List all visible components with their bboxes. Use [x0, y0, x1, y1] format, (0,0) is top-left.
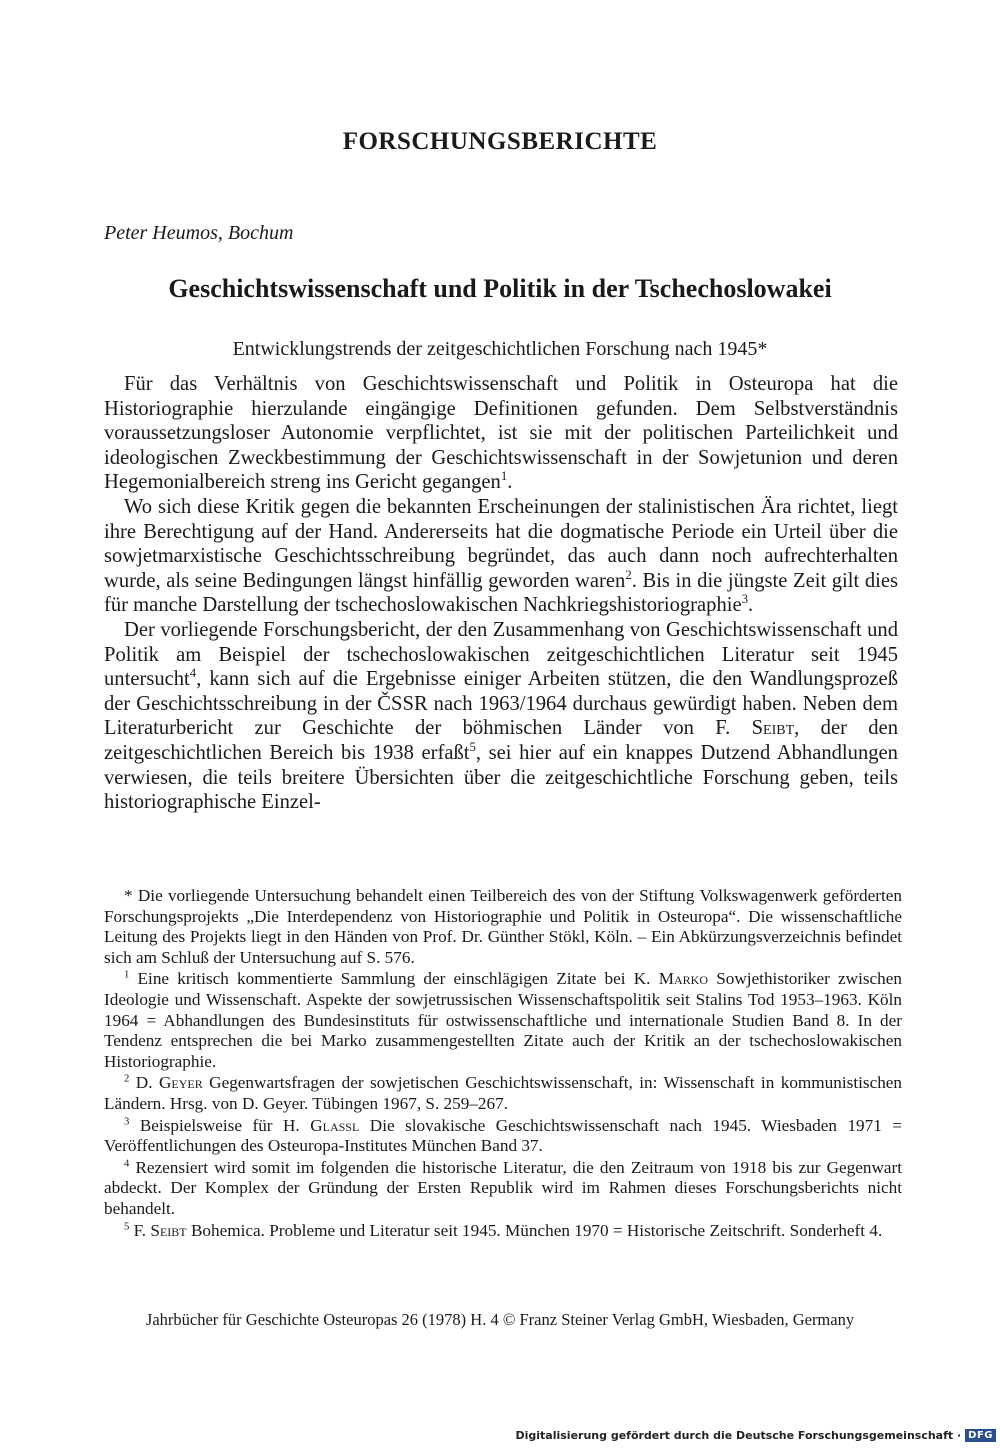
footnote-mark: 1 [124, 969, 130, 981]
footnote-text: Beispielsweise für H. [139, 1115, 311, 1135]
footnote-ref-4: 4 [189, 666, 197, 681]
paragraph-1-end: . [507, 471, 513, 494]
footnote-ref-3: 3 [741, 592, 749, 607]
dfg-notice-text: Digitalisierung gefördert durch die Deutsche Forschungsgemeinschaft · [515, 1429, 962, 1442]
footnotes [104, 886, 902, 1242]
footnote-text: D. [135, 1073, 159, 1093]
footnote-4 [104, 1158, 902, 1220]
footnote-1 [104, 969, 902, 1072]
journal-footer: Jahrbücher für Geschichte Osteuropas 26 (1978) H. 4 © Franz Steiner Verlag GmbH, Wiesbaden, Germany [145, 1310, 855, 1329]
footnote-mark: 4 [124, 1157, 130, 1169]
footnote-text: Gegenwartsfragen der sowjetischen Geschichtswissenschaft, in: Wissenschaft in kommunistischen Ländern. Hrsg. von D. Geyer. Tübingen 1967, S. 259–267. [104, 1073, 903, 1113]
footnote-ref-2: 2 [625, 567, 632, 582]
paragraph-1-text: Für das Verhältnis von Geschichtswissenschaft und Politik in Osteuropa hat die Historiographie hierzulande eingängige Definitionen gefunden. Dem Selbstverständnis voraussetzungsloser Autonomie verpflichtet, ist sie mit der politischen Parteilichkeit und ideologischen Zweckbestimmung der Geschichtswissenschaft in der Sowjetunion und deren Hegemonialbereich streng ins Gericht gegangen [104, 373, 898, 494]
paragraph-3 [104, 618, 898, 815]
section-title: FORSCHUNGSBERICHTE [342, 128, 658, 155]
footnote-author: Seibt [150, 1220, 187, 1240]
footnote-author: Geyer [158, 1073, 203, 1093]
footnote-text: Sowjethistoriker zwischen Ideologie und Wissenschaft. Aspekte der sowjetrussischen Wissenschaftspolitik seit Stalins Tod 1953–1963. Köln 1964 = Abhandlungen des Bundesinstituts für ostwissenschaftliche und internationale Studien Band 8. In der Tendenz entsprechen die bei Marko zusammengestellten Zitate auch der Kritik an der tschechoslowakischen Historiographie. [104, 969, 902, 1071]
footnote-mark: 3 [124, 1115, 130, 1127]
footnote-author: Glassl [310, 1115, 360, 1135]
paragraph-2-text: Wo sich diese Kritik gegen die bekannten Erscheinungen der stalinistischen Ära richtet, liegt ihre Berechtigung auf der Hand. Andererseits hat die dogmatische Periode ein Urteil über die sowjetmarxistische Geschichtsschreibung begründet, das auch dann noch aufrechterhalten wurde, als seine Bedingungen längst hinfällig geworden waren [104, 495, 898, 592]
digitization-notice [515, 1429, 996, 1442]
paragraph-3-text: Der vorliegende Forschungsbericht, der den Zusammenhang von Geschichtswissenschaft und Politik am Beispiel der tschechoslowakischen zeitgeschichtlichen Literatur seit 1945 untersucht [104, 618, 898, 691]
footnote-author: Marko [658, 969, 708, 989]
footnote-text: Die vorliegende Untersuchung behandelt einen Teilbereich des von der Stiftung Volkswagenwerk geförderten Forschungsprojekts „Die Interdependenz von Historiographie und Politik in Osteuropa“. Die wissenschaftliche Leitung des Projekts liegt in den Händen von Prof. Dr. Günther Stökl, Köln. – Ein Abkürzungsverzeichnis befindet sich am Schluß der Untersuchung auf S. 576. [104, 886, 903, 967]
paragraph-3-text-c: der den zeitgeschichtlichen Bereich bis 1938 erfaßt [104, 717, 898, 764]
footnote-mark: 2 [124, 1073, 130, 1085]
footnote-2 [104, 1073, 902, 1114]
subtitle-footnote-marker: * [757, 338, 768, 360]
article-subtitle [0, 338, 1000, 361]
paragraph-2-text-b: . Bis in die jüngste Zeit gilt dies für manche Darstellung der tschechoslowakischen Nachkriegshistoriographie [104, 569, 898, 617]
author-name-seibt: Seibt, [751, 717, 800, 740]
dfg-logo-icon: DFG [965, 1429, 996, 1442]
subtitle-text: Entwicklungstrends der zeitgeschichtlichen Forschung nach 1945 [232, 338, 758, 360]
footnote-3 [104, 1116, 902, 1157]
article-title: Geschichtswissenschaft und Politik in der Tschechoslowakei [168, 274, 832, 303]
footnote-mark: * [124, 886, 133, 905]
footnote-mark: 5 [124, 1220, 130, 1232]
footnote-text: Eine kritisch kommentierte Sammlung der einschlägigen Zitate bei K. [137, 969, 659, 989]
paragraph-3-end: , sei hier auf ein knappes Dutzend Abhandlungen verwiesen, die teils breitere Übersichten über die zeitgeschichtliche Forschung geben, teils historiographische Einzel- [104, 741, 898, 814]
footnote-star [104, 886, 902, 968]
body-text [104, 372, 898, 815]
paragraph-3-text-b: , kann sich auf die Ergebnisse einiger Arbeiten stützen, die den Wandlungsprozeß der Geschichtsschreibung in der ČSSR nach 1963/1964 durchaus gewürdigt haben. Neben dem Literaturbericht zur Geschichte der böhmischen Länder von F. [104, 668, 898, 740]
paragraph-1 [104, 372, 898, 495]
footnote-ref-5: 5 [469, 740, 476, 755]
paragraph-2-end: . [748, 594, 754, 617]
footnote-text: Bohemica. Probleme und Literatur seit 1945. München 1970 = Historische Zeitschrift. Sonderheft 4. [186, 1220, 883, 1240]
author-line: Peter Heumos, Bochum [104, 222, 294, 244]
paragraph-2 [104, 495, 898, 618]
footnote-text: Rezensiert wird somit im folgenden die historische Literatur, die den Zeitraum von 1918 bis zur Gegenwart abdeckt. Der Komplex der Gründung der Ersten Republik wird im Rahmen dieses Forschungsberichts nicht behandelt. [104, 1157, 902, 1218]
footnote-text: Die slovakische Geschichtswissenschaft nach 1945. Wiesbaden 1971 = Veröffentlichungen des Osteuropa-Institutes München Band 37. [104, 1115, 902, 1156]
footnote-ref-1: 1 [500, 469, 508, 484]
footnote-text: F. [133, 1220, 151, 1240]
footnote-5 [104, 1221, 902, 1242]
